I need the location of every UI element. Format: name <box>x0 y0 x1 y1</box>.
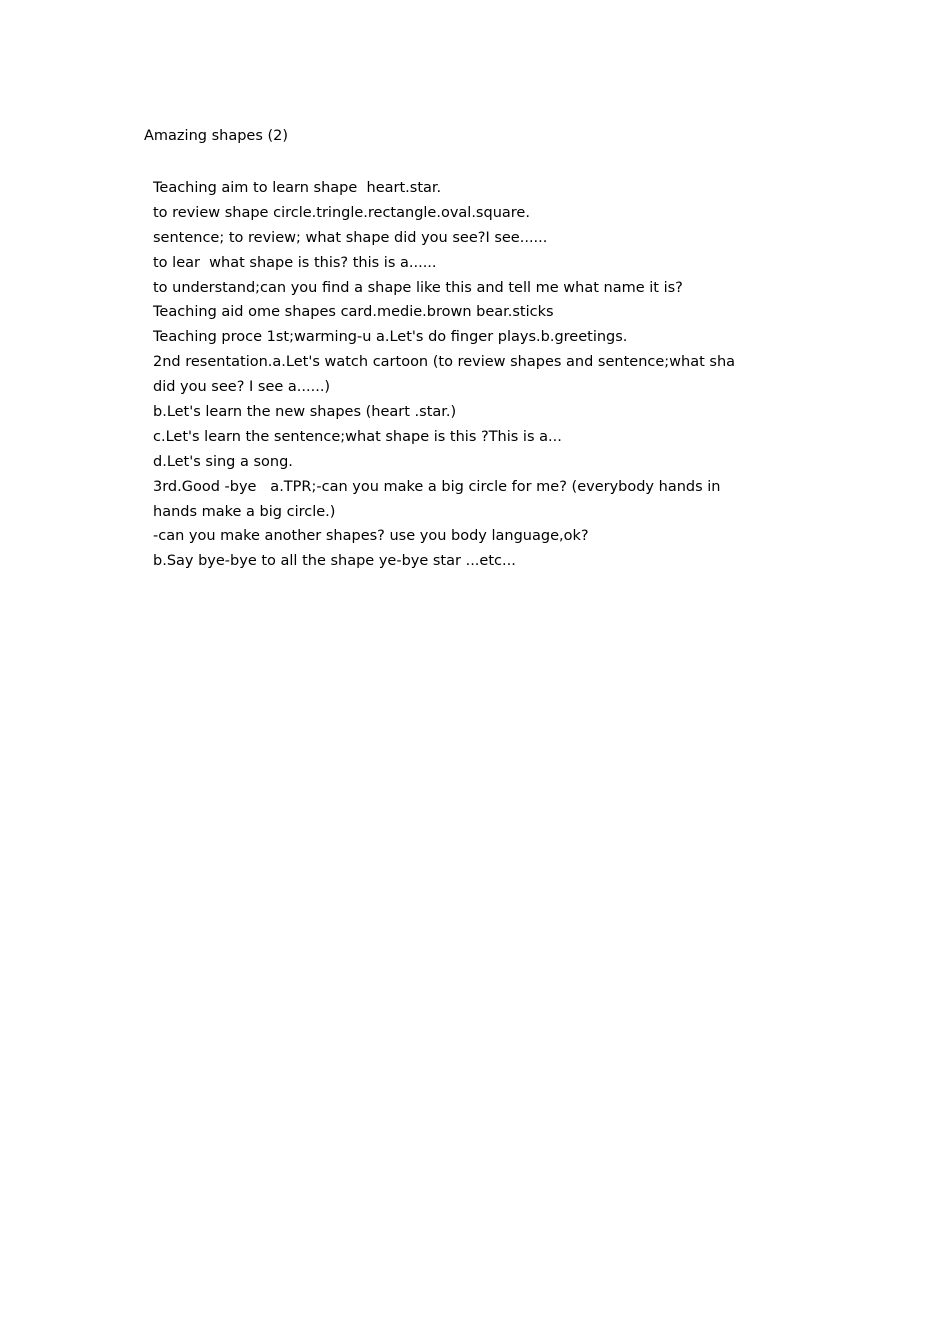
text-line: Teaching proce 1st;warming-u a.Let's do finger plays.b.greetings. <box>153 329 628 346</box>
text-line: 2nd resentation.a.Let's watch cartoon (to review shapes and sentence;what sha <box>153 354 736 371</box>
text-line: to review shape circle.tringle.rectangle.oval.square. <box>153 204 530 221</box>
text-line: hands make a big circle.) <box>153 503 336 520</box>
document-body <box>153 176 753 574</box>
text-line: to lear what shape is this? this is a...... <box>153 254 437 271</box>
text-line: c.Let's learn the sentence;what shape is this ?This is a... <box>153 428 562 445</box>
text-line: did you see? I see a......) <box>153 379 331 396</box>
text-line: Teaching aid ome shapes card.medie.brown bear.sticks <box>153 304 554 321</box>
text-line: Teaching aim to learn shape heart.star. <box>153 180 442 196</box>
text-line: b.Say bye-bye to all the shape ye-bye star ...etc... <box>153 553 516 570</box>
text-line: 3rd.Good -bye a.TPR;-can you make a big circle for me? (everybody hands in <box>153 478 721 495</box>
text-line: to understand;can you find a shape like this and tell me what name it is? <box>153 279 683 296</box>
text-line: sentence; to review; what shape did you see?I see...... <box>153 229 548 246</box>
text-line: b.Let's learn the new shapes (heart .star.) <box>153 404 457 421</box>
document-title: Amazing shapes (2) <box>144 128 289 144</box>
text-line: -can you make another shapes? use you body language,ok? <box>153 528 589 545</box>
text-line: d.Let's sing a song. <box>153 453 293 470</box>
